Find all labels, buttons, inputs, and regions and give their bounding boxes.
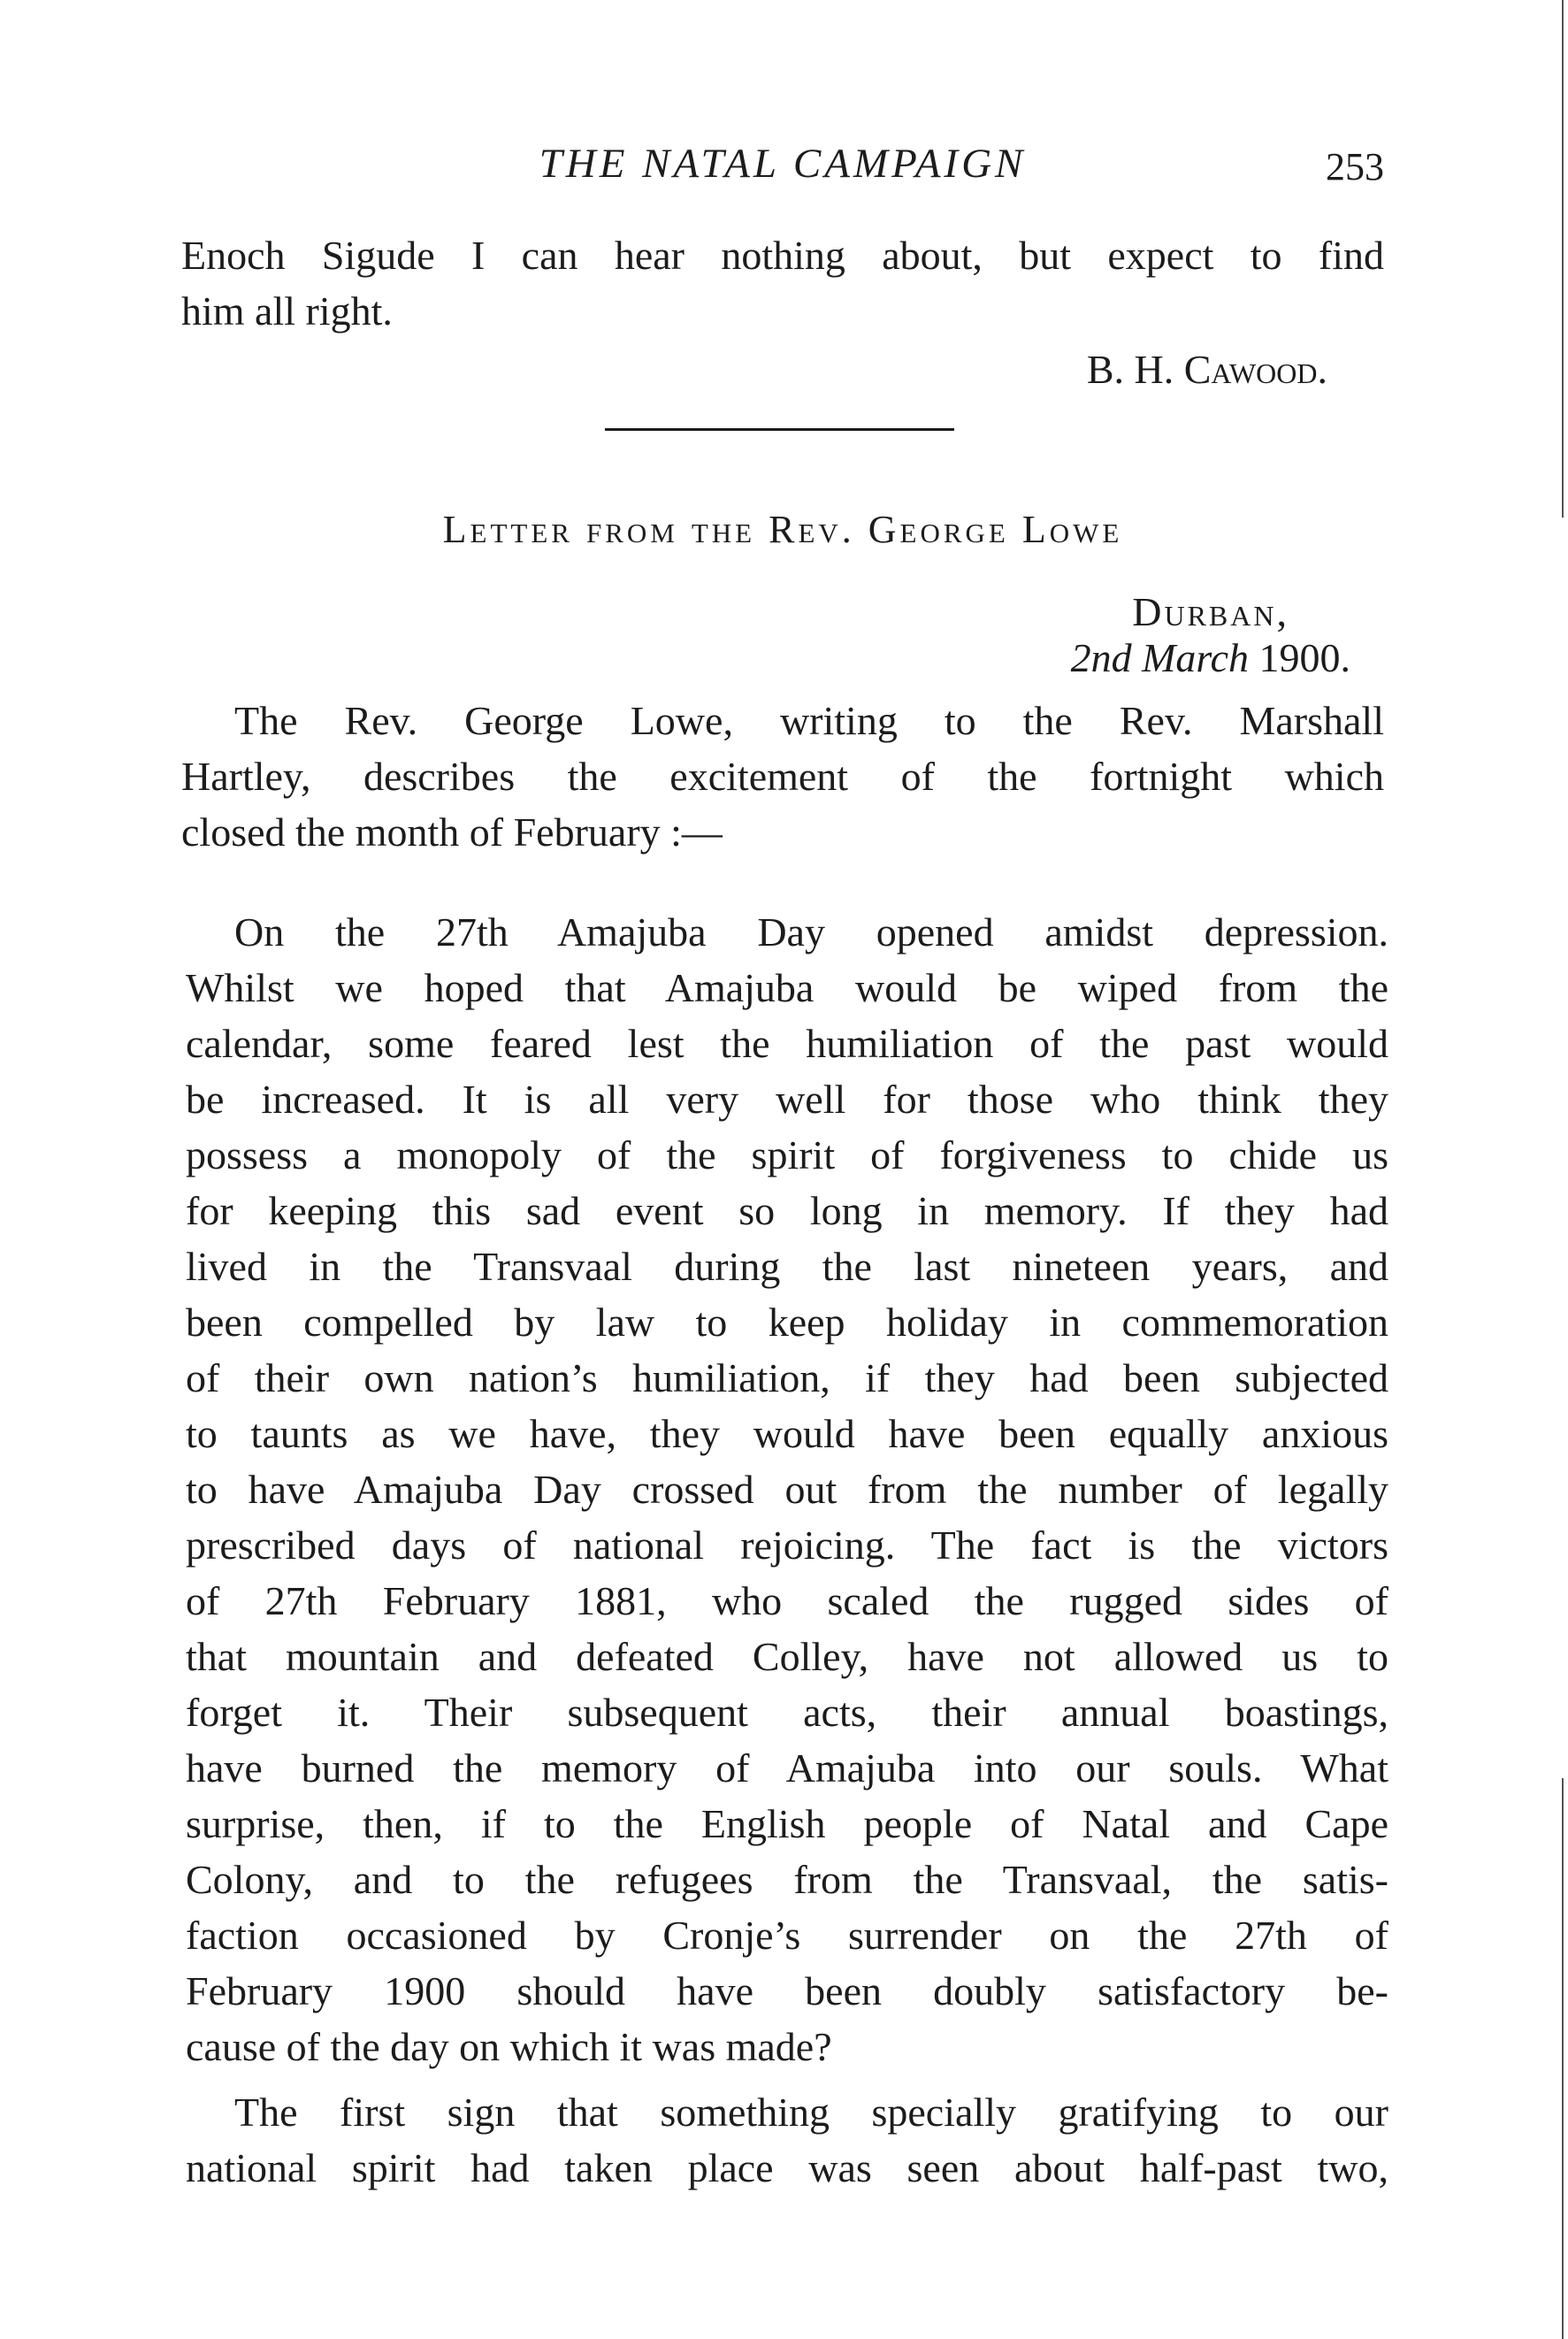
text-line: The first sign that something specially gratifying to our [234, 2090, 1388, 2135]
letter-place: Durban, [1132, 589, 1289, 634]
text-line: faction occasioned by Cronje’s surrender on the 27th of [186, 1913, 1388, 1958]
text-line: February 1900 should have been doubly satisfactory be- [186, 1968, 1388, 2013]
paragraph-first-sign [186, 2084, 1388, 2196]
text-line: that mountain and defeated Colley, have not allowed us to [186, 1634, 1388, 1679]
text-line: surprise, then, if to the English people of Natal and Cape [186, 1801, 1388, 1846]
text-line: On the 27th Amajuba Day opened amidst depression. [234, 909, 1388, 955]
running-head [181, 133, 1384, 195]
text-line: Whilst we hoped that Amajuba would be wiped from the [186, 965, 1388, 1010]
text-line: closed the month of February :— [181, 809, 723, 855]
page-edge-mark-top [1562, 0, 1564, 518]
text-line: for keeping this sad event so long in memory. If they had [186, 1188, 1388, 1233]
intro-paragraph [181, 693, 1384, 860]
text-line: have burned the memory of Amajuba into our souls. What [186, 1745, 1388, 1791]
text-line: national spirit had taken place was seen about half-past two, [186, 2145, 1388, 2190]
letter-date [1071, 630, 1350, 686]
letter-date-day: 2nd [1070, 635, 1132, 680]
text-line: prescribed days of national rejoicing. The fact is the victors [186, 1522, 1388, 1568]
text-line: Colony, and to the refugees from the Transvaal, the satis- [186, 1857, 1388, 1902]
text-line: The Rev. George Lowe, writing to the Rev. Marshall [234, 698, 1384, 743]
signature: B. H. Cawood. [1086, 347, 1327, 392]
section-divider [605, 428, 954, 431]
continuation-text [181, 227, 1384, 339]
text-line: cause of the day on which it was made? [186, 2024, 832, 2069]
text-line: be increased. It is all very well for those who think they [186, 1077, 1388, 1122]
running-title: THE NATAL CAMPAIGN [539, 141, 1027, 187]
text-line: to taunts as we have, they would have been equally anxious [186, 1411, 1388, 1456]
letter-date-month: March [1142, 635, 1249, 680]
page-edge-mark-bottom [1562, 1778, 1564, 2339]
text-line: him all right. [181, 288, 393, 334]
text-line: been compelled by law to keep holiday in commemoration [186, 1300, 1388, 1345]
text-line: of their own nation’s humiliation, if they had been subjected [186, 1355, 1388, 1400]
text-line: of 27th February 1881, who scaled the rugged sides of [186, 1578, 1388, 1623]
text-line: calendar, some feared lest the humiliation of the past would [186, 1021, 1388, 1066]
text-line: Hartley, describes the excitement of the fortnight which [181, 754, 1384, 799]
paragraph-amajuba [186, 904, 1388, 2074]
text-line: lived in the Transvaal during the last nineteen years, and [186, 1244, 1388, 1289]
text-line: possess a monopoly of the spirit of forgiveness to chide us [186, 1132, 1388, 1177]
page-number: 253 [1326, 145, 1384, 188]
text-line: to have Amajuba Day crossed out from the number of legally [186, 1467, 1388, 1512]
text-line: forget it. Their subsequent acts, their annual boastings, [186, 1690, 1388, 1735]
letter-heading: Letter from the Rev. George Lowe [442, 508, 1123, 551]
letter-date-year: 1900. [1258, 635, 1350, 680]
text-line: Enoch Sigude I can hear nothing about, but expect to find [181, 233, 1384, 278]
